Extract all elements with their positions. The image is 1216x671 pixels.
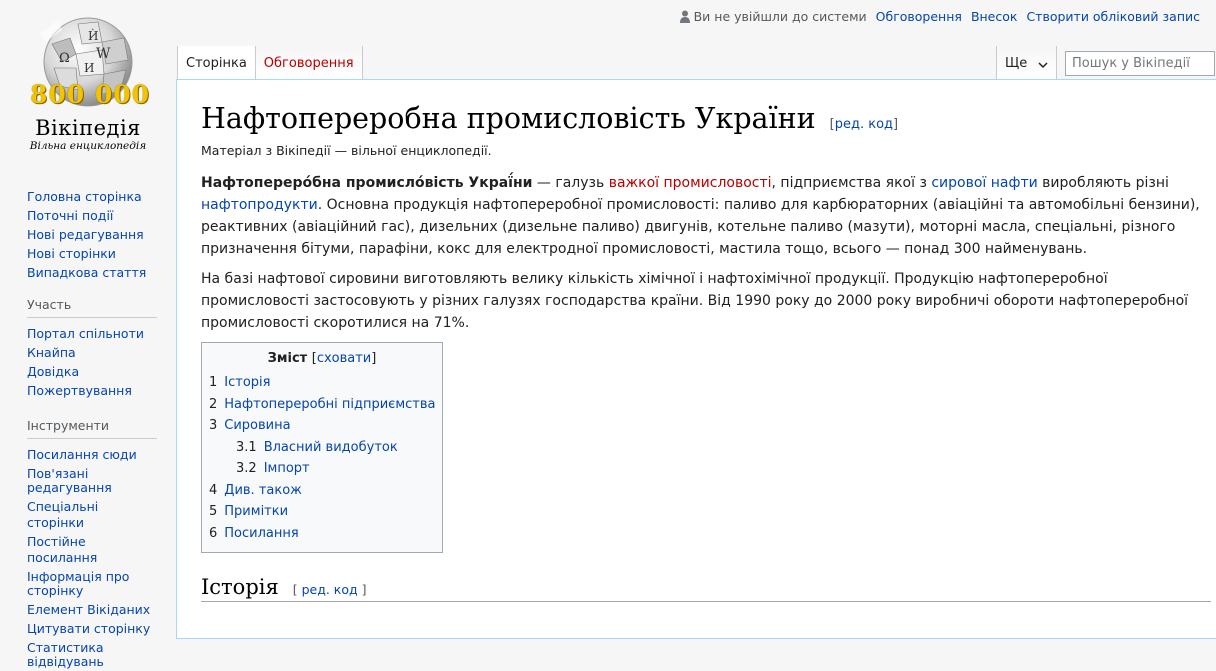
svg-text:Ѝ: Ѝ xyxy=(88,29,99,43)
sidebar-link[interactable]: Елемент Вікіданих xyxy=(27,601,151,617)
text-span: . Основна продукція нафтопереробної промисловості: паливо для карбюраторних (авіаційні та автомобільні бензини), реактивних (авіаційний гас), дизельних (дизельне паливо) двигунів, котельне паливо (мазути), моторні масла, спеціальні, різного призначення бітуми, парафіни, кокс для електродної промисловості, мастила тощо, всього — понад 300 найменувань. xyxy=(201,197,1200,258)
sidebar-item-what-links-here[interactable] xyxy=(27,445,157,464)
sidebar-item-related-changes[interactable] xyxy=(27,464,157,497)
sidebar-item-page-info[interactable] xyxy=(27,567,157,600)
toc-number: 3 xyxy=(209,418,218,434)
second-paragraph: На базі нафтової сировини виготовляють велику кількість хімічної і нафтохімічної продукції. Продукцію нафтопереробної промисловості застосовують у різних галузях господарства країни. Від 1990 року до 2000 року виробничі обороти нафтопереробної промисловості скоротилися на 71%. xyxy=(201,271,1189,332)
sidebar-link[interactable]: Портал спільноти xyxy=(27,325,144,341)
section-heading-history xyxy=(201,575,1211,602)
sidebar-item-current-events[interactable] xyxy=(27,206,157,225)
sidebar-item-community-portal[interactable] xyxy=(27,324,157,343)
site-logo[interactable] xyxy=(0,0,176,160)
toc-item[interactable] xyxy=(209,458,435,480)
toc-item[interactable] xyxy=(209,415,435,437)
chevron-down-icon xyxy=(1037,59,1049,71)
main-content xyxy=(176,79,1216,639)
toc-hide-link[interactable]: сховати xyxy=(316,351,372,367)
views-tabs xyxy=(996,46,1215,80)
logo-tagline: Вільна енциклопедія xyxy=(29,140,147,152)
sidebar-item-help[interactable] xyxy=(27,362,157,381)
page-title-text: Нафтопереробна промисловість України xyxy=(201,102,816,135)
toc-hide-wrapper: [сховати] xyxy=(311,351,377,367)
sidebar-heading-tools: Інструменти xyxy=(27,418,157,439)
more-menu[interactable] xyxy=(996,46,1057,80)
petroleum-products-link[interactable]: нафтопродукти xyxy=(201,197,318,214)
logo-wordmark: Вікіпедія xyxy=(35,116,141,140)
sidebar-item-donate[interactable] xyxy=(27,381,157,400)
sidebar-link[interactable]: Випадкова стаття xyxy=(27,264,147,280)
sidebar-item-special-pages[interactable] xyxy=(27,497,157,532)
sidebar-link[interactable]: Посилання сюди xyxy=(27,446,137,462)
sidebar-item-village-pump[interactable] xyxy=(27,343,157,362)
toc-number: 6 xyxy=(209,525,218,541)
sidebar-tools xyxy=(27,418,157,671)
table-of-contents xyxy=(201,342,443,553)
search-input[interactable] xyxy=(1065,51,1215,76)
edit-source-link[interactable]: ред. код xyxy=(834,117,894,132)
sidebar-link[interactable]: Пов'язані редагування xyxy=(27,466,112,495)
toc-link-own-production[interactable]: Власний видобуток xyxy=(263,439,398,455)
sidebar-link[interactable]: Статистика відвідувань xyxy=(27,640,104,669)
toc-title-text: Зміст xyxy=(267,351,308,367)
sidebar-link[interactable]: Головна сторінка xyxy=(27,188,142,204)
toc-item[interactable] xyxy=(209,523,435,545)
sidebar-link[interactable]: Інформація про сторінку xyxy=(27,569,130,598)
toc-item[interactable] xyxy=(209,480,435,502)
user-talk-link[interactable]: Обговорення xyxy=(875,9,962,24)
user-contributions-link[interactable]: Внесок xyxy=(970,9,1018,24)
sidebar-item-wikidata-item[interactable] xyxy=(27,600,157,619)
text-span: виробляють різні xyxy=(1037,175,1169,192)
sidebar-main-nav xyxy=(27,187,157,282)
namespace-tabs xyxy=(177,46,363,80)
section-edit: [ ред. код ] xyxy=(292,582,367,598)
crude-oil-link[interactable]: сирової нафти xyxy=(931,175,1038,192)
personal-tools xyxy=(680,9,1200,24)
toc-item[interactable] xyxy=(209,437,435,459)
sidebar-participation xyxy=(27,297,157,400)
sidebar-link[interactable]: Кнайпа xyxy=(27,344,76,360)
sidebar-link[interactable]: Постійне посилання xyxy=(27,533,98,565)
anon-user xyxy=(680,9,867,24)
section-title: Історія xyxy=(201,575,279,600)
sidebar-item-cite-page[interactable] xyxy=(27,619,157,638)
search-placeholder: Пошук у Вікіпедії xyxy=(1072,56,1190,71)
logo-badge: 800 000 xyxy=(30,80,151,109)
sidebar-link[interactable]: Поточні події xyxy=(27,207,114,223)
anon-user-label: Ви не увійшли до системи xyxy=(693,9,867,24)
sidebar-item-recent-changes[interactable] xyxy=(27,225,157,244)
sidebar-item-main-page[interactable] xyxy=(27,187,157,206)
sidebar-item-page-views[interactable] xyxy=(27,638,157,671)
svg-text:W: W xyxy=(96,46,111,62)
toc-item[interactable] xyxy=(209,501,435,523)
toc-number: 2 xyxy=(209,396,218,412)
site-subtitle: Матеріал з Вікіпедії — вільної енциклопедії. xyxy=(201,143,492,159)
section-edit-link[interactable]: ред. код xyxy=(301,582,358,598)
user-icon xyxy=(680,10,690,23)
text-span: , підприємства якої з xyxy=(771,175,932,192)
tab-page[interactable]: Сторінка xyxy=(177,46,256,80)
svg-text:И: И xyxy=(84,61,95,75)
sidebar-link[interactable]: Нові сторінки xyxy=(27,245,116,261)
title-edit-section xyxy=(830,117,898,134)
toc-link-import[interactable]: Імпорт xyxy=(263,461,310,477)
toc-title xyxy=(209,351,435,366)
toc-link-see-also[interactable]: Див. також xyxy=(224,482,302,498)
sidebar-link[interactable]: Довідка xyxy=(27,363,80,379)
sidebar-link[interactable]: Цитувати сторінку xyxy=(27,620,151,636)
create-account-link[interactable]: Створити обліковий запис xyxy=(1026,9,1200,24)
tab-talk[interactable]: Обговорення xyxy=(256,46,363,80)
bracket-close: ] xyxy=(893,117,899,132)
toc-number: 4 xyxy=(209,482,218,498)
sidebar-item-random-article[interactable] xyxy=(27,263,157,282)
toc-link-raw-materials[interactable]: Сировина xyxy=(224,418,291,434)
heavy-industry-link[interactable]: важкої промисловості xyxy=(608,175,772,192)
toc-item[interactable] xyxy=(209,372,435,394)
bracket-open: [ xyxy=(829,117,835,132)
toc-link-refineries[interactable]: Нафтопереробні підприємства xyxy=(224,396,436,412)
toc-link-history[interactable]: Історія xyxy=(224,375,271,391)
sidebar-item-permanent-link[interactable] xyxy=(27,532,157,567)
toc-number: 3.1 xyxy=(236,439,257,455)
intro-paragraph xyxy=(201,172,1211,260)
sidebar-item-new-pages[interactable] xyxy=(27,244,157,263)
toc-link-notes[interactable]: Примітки xyxy=(224,504,289,520)
toc-number: 3.2 xyxy=(236,461,257,477)
sidebar-link[interactable]: Пожертвування xyxy=(27,382,132,398)
more-menu-label: Ще xyxy=(1005,56,1028,71)
sidebar-link[interactable]: Нові редагування xyxy=(27,226,144,242)
text-span: — галузь xyxy=(532,175,609,192)
toc-number: 5 xyxy=(209,504,218,520)
toc-item[interactable] xyxy=(209,394,435,416)
toc-number: 1 xyxy=(209,375,218,391)
svg-text:Ω: Ω xyxy=(59,51,70,66)
article-subject: Нафтоперерóбна промислóвість Украї́ни xyxy=(201,175,533,192)
sidebar-link[interactable]: Спеціальні сторінки xyxy=(27,498,99,530)
page-title xyxy=(201,100,1192,137)
toc-link-links[interactable]: Посилання xyxy=(224,525,299,541)
sidebar-heading-participation: Участь xyxy=(27,297,157,318)
